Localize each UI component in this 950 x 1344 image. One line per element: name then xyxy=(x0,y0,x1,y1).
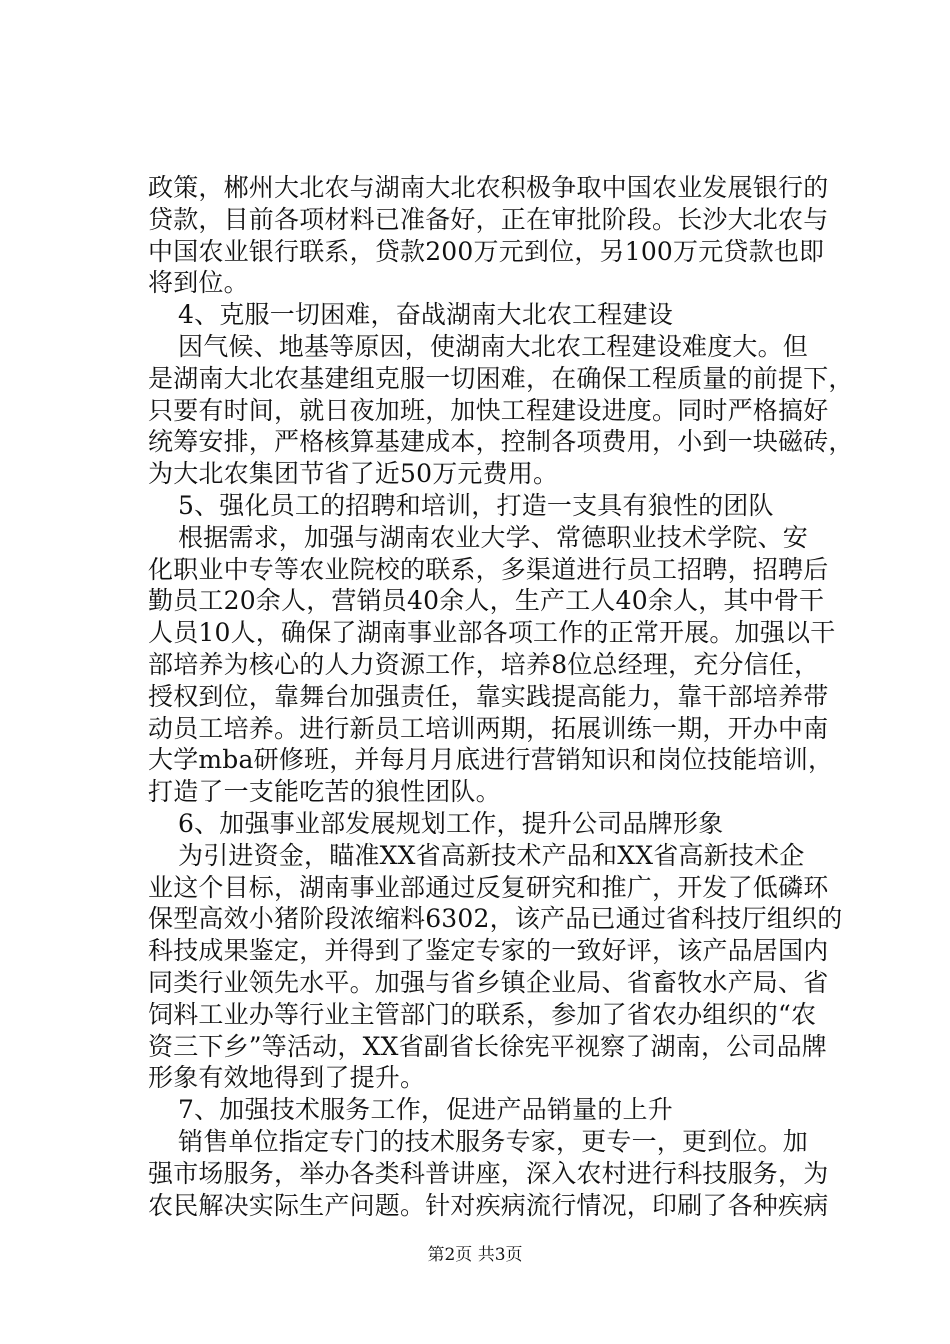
text-line: 是湖南大北农基建组克服一切困难，在确保工程质量的前提下， xyxy=(148,363,854,393)
text-line: 科技成果鉴定，并得到了鉴定专家的一致好评，该产品居国内 xyxy=(148,936,829,966)
text-line: 中国农业银行联系，贷款200万元到位，另100万元贷款也即 xyxy=(148,236,825,266)
text-line: 5、强化员工的招聘和培训，打造一支具有狼性的团队 xyxy=(178,490,774,520)
text-line: 饲料工业办等行业主管部门的联系，参加了省农办组织的“农 xyxy=(148,999,817,1029)
text-line: 7、加强技术服务工作，促进产品销量的上升 xyxy=(178,1095,673,1125)
text-line: 只要有时间，就日夜加班，加快工程建设进度。同时严格搞好 xyxy=(148,395,829,425)
text-line: 动员工培养。进行新员工培训两期，拓展训练一期，开办中南 xyxy=(148,713,829,743)
text-line: 政策，郴州大北农与湖南大北农积极争取中国农业发展银行的 xyxy=(148,173,829,202)
text-line: 部培养为核心的人力资源工作，培养8位总经理，充分信任， xyxy=(148,649,820,679)
text-line: 因气候、地基等原因，使湖南大北农工程建设难度大。但 xyxy=(178,331,809,361)
text-line: 贷款，目前各项材料已准备好，正在审批阶段。长沙大北农与 xyxy=(148,204,829,234)
text-line: 农民解决实际生产问题。针对疾病流行情况，印刷了各种疾病 xyxy=(148,1190,829,1220)
text-line: 业这个目标，湖南事业部通过反复研究和推广，开发了低磷环 xyxy=(148,872,829,902)
text-line: 打造了一支能吃苦的狼性团队。 xyxy=(148,777,501,807)
text-line: 资三下乡”等活动，XX省副省长徐宪平视察了湖南，公司品牌 xyxy=(148,1031,827,1061)
text-line: 形象有效地得到了提升。 xyxy=(148,1063,426,1093)
text-line: 化职业中专等农业院校的联系，多渠道进行员工招聘，招聘后 xyxy=(148,554,829,584)
text-line: 保型高效小猪阶段浓缩料6302，该产品已通过省科技厅组织的 xyxy=(148,904,843,934)
text-line: 6、加强事业部发展规划工作，提升公司品牌形象 xyxy=(178,808,724,838)
text-line: 人员10人，确保了湖南事业部各项工作的正常开展。加强以干 xyxy=(148,618,836,648)
text-line: 强市场服务，举办各类科普讲座，深入农村进行科技服务，为 xyxy=(148,1158,829,1188)
text-line: 大学mba研修班，并每月月底进行营销知识和岗位技能培训， xyxy=(148,745,834,775)
text-line: 授权到位，靠舞台加强责任，靠实践提高能力，靠干部培养带 xyxy=(148,681,829,711)
document-body xyxy=(148,172,854,1221)
text-line: 为大北农集团节省了近50万元费用。 xyxy=(148,459,559,489)
text-line: 为引进资金，瞄准XX省高新技术产品和XX省高新技术企 xyxy=(178,840,805,870)
text-line: 销售单位指定专门的技术服务专家，更专一，更到位。加 xyxy=(178,1126,809,1156)
text-line: 统筹安排，严格核算基建成本，控制各项费用，小到一块磁砖， xyxy=(148,427,854,457)
text-line: 根据需求，加强与湖南农业大学、常德职业技术学院、安 xyxy=(178,522,809,552)
text-line: 同类行业领先水平。加强与省乡镇企业局、省畜牧水产局、省 xyxy=(148,967,829,997)
page-footer: 第2页 共3页 xyxy=(427,1245,523,1265)
text-line: 将到位。 xyxy=(148,268,249,298)
text-line: 勤员工20余人，营销员40余人，生产工人40余人，其中骨干 xyxy=(148,586,825,616)
text-line: 4、克服一切困难，奋战湖南大北农工程建设 xyxy=(178,300,673,330)
